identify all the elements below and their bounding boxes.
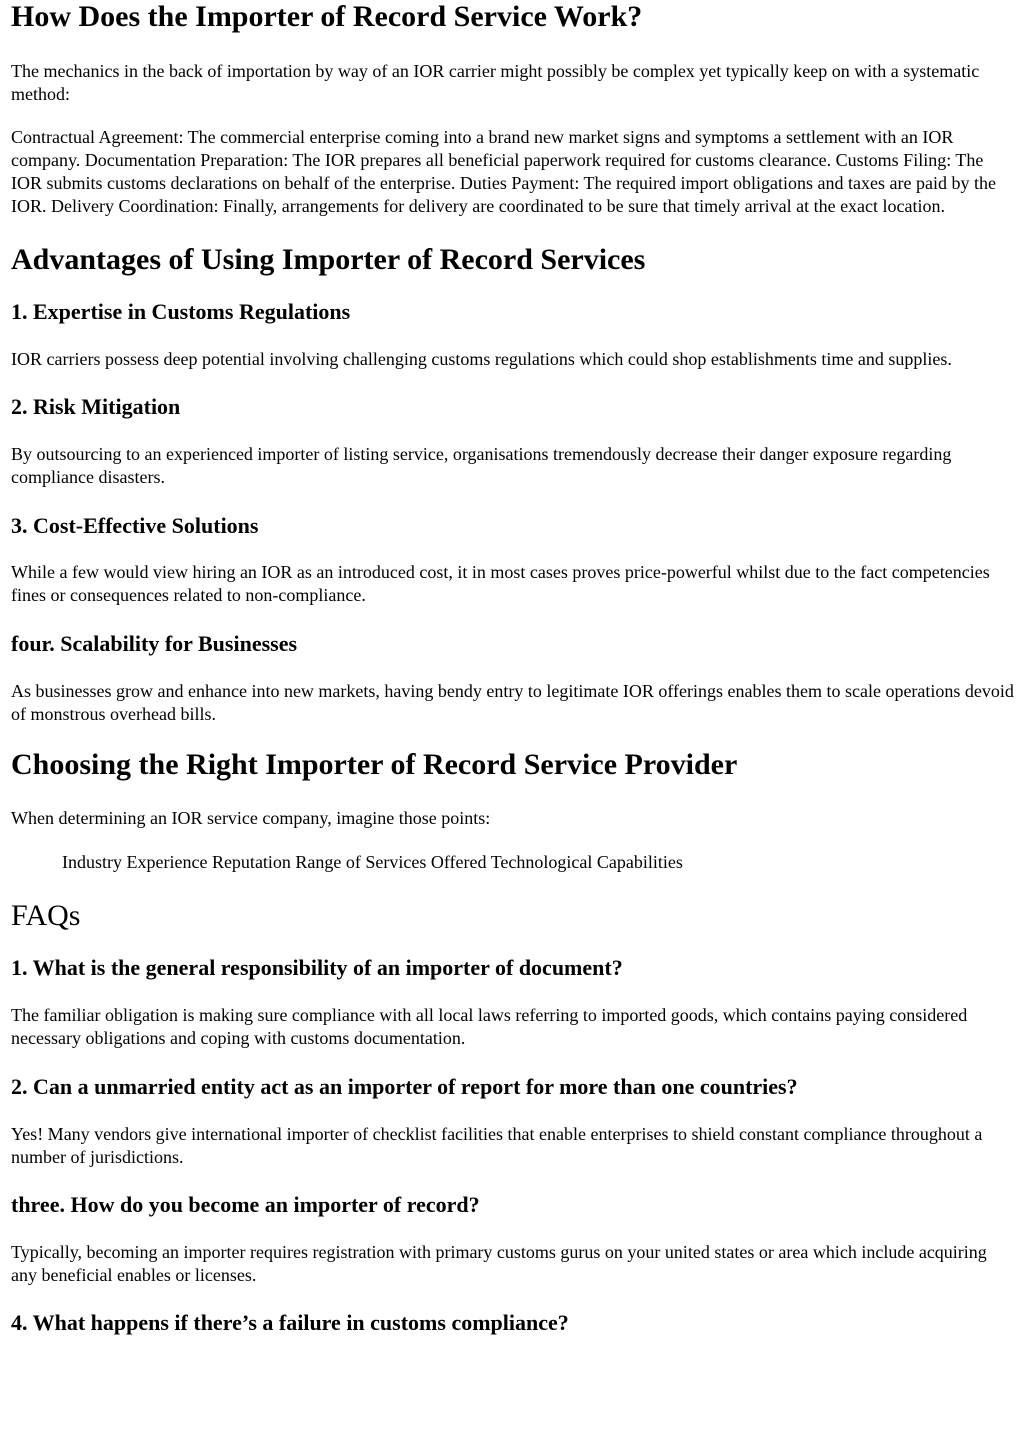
faq-question-compliance-failure: 4. What happens if there’s a failure in customs compliance? <box>11 1310 569 1335</box>
steps-paragraph: Contractual Agreement: The commercial enterprise coming into a brand new market signs and symptoms a settlement with an IOR company. Documentation Preparation: The IOR prepares all beneficial paperwork required for customs clearance. Customs Filing: The IOR submits customs declarations on behalf of the enterprise. Duties Payment: The required import obligations and taxes are paid by the IOR. Delivery Coordination: Finally, arrangements for delivery are coordinated to be sure that timely arrival at the exact location. <box>11 127 996 216</box>
advantage-body-risk: By outsourcing to an experienced importer of listing service, organisations tremendously decrease their danger exposure regarding compliance disasters. <box>11 444 952 487</box>
faq-question-responsibility: 1. What is the general responsibility of an importer of document? <box>11 955 623 980</box>
advantage-body-cost: While a few would view hiring an IOR as an introduced cost, it in most cases proves price-powerful whilst due to the fact competencies fines or consequences related to non-compliance. <box>11 562 990 605</box>
advantage-title-cost: 3. Cost-Effective Solutions <box>11 513 259 538</box>
faq-answer-multiple-countries: Yes! Many vendors give international importer of checklist facilities that enable enterprises to shield constant compliance throughout a number of jurisdictions. <box>11 1124 983 1167</box>
advantage-body-scalability: As businesses grow and enhance into new markets, having bendy entry to legitimate IOR offerings enables them to scale operations devoid of monstrous overhead bills. <box>11 681 1014 724</box>
choosing-intro-paragraph: When determining an IOR service company, imagine those points: <box>11 808 491 828</box>
faq-answer-become-importer: Typically, becoming an importer requires registration with primary customs gurus on your united states or area which include acquiring any beneficial enables or licenses. <box>11 1242 987 1285</box>
intro-mechanics-paragraph: The mechanics in the back of importation by way of an IOR carrier might possibly be complex yet typically keep on with a systematic method: <box>11 61 980 104</box>
heading-advantages: Advantages of Using Importer of Record Services <box>11 243 646 276</box>
heading-faqs: FAQs <box>11 899 81 932</box>
faq-answer-responsibility: The familiar obligation is making sure compliance with all local laws referring to imported goods, which contains paying considered necessary obligations and coping with customs documentation. <box>11 1005 968 1048</box>
choosing-points-list: Industry Experience Reputation Range of Services Offered Technological Capabilities <box>62 852 683 872</box>
faq-question-become-importer: three. How do you become an importer of record? <box>11 1192 480 1217</box>
heading-choosing: Choosing the Right Importer of Record Service Provider <box>11 748 738 781</box>
advantage-body-expertise: IOR carriers possess deep potential involving challenging customs regulations which could shop establishments time and supplies. <box>11 349 952 369</box>
advantage-title-scalability: four. Scalability for Businesses <box>11 631 298 656</box>
faq-question-multiple-countries: 2. Can a unmarried entity act as an importer of report for more than one countries? <box>11 1074 798 1099</box>
advantage-title-expertise: 1. Expertise in Customs Regulations <box>11 299 351 324</box>
heading-how-it-works: How Does the Importer of Record Service Work? <box>11 0 643 33</box>
advantage-title-risk: 2. Risk Mitigation <box>11 394 181 419</box>
